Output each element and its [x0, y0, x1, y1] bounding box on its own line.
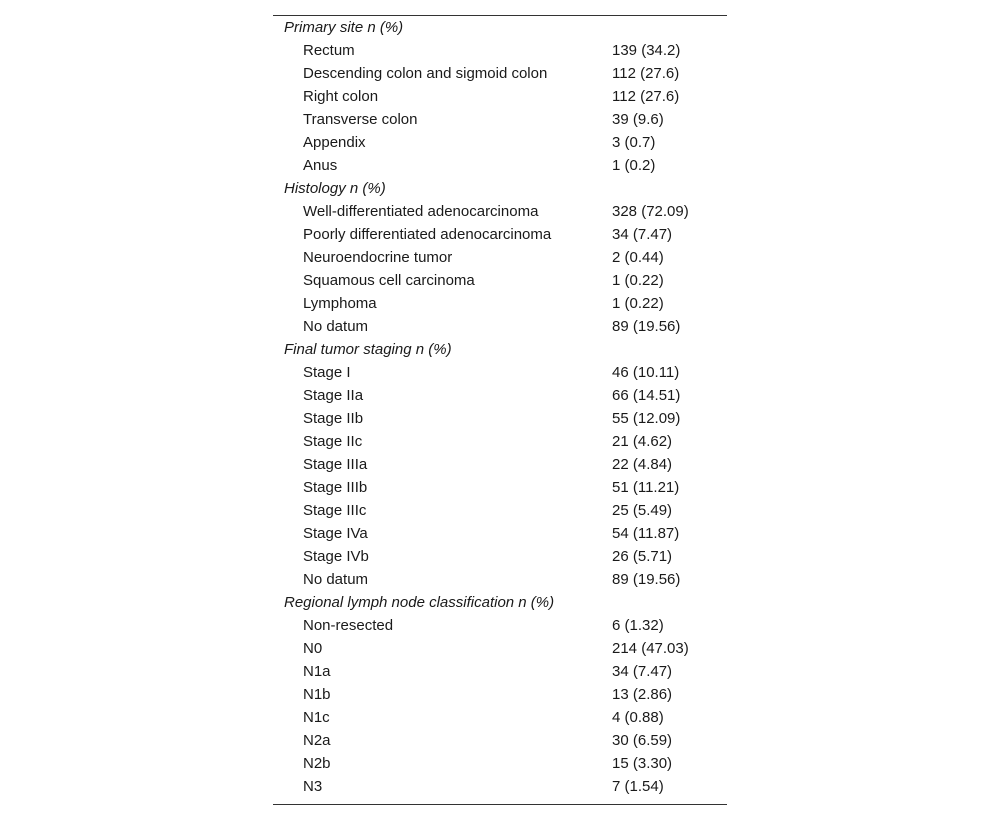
row-label: Stage IIb [303, 410, 364, 427]
table-row [273, 729, 727, 752]
row-label: Stage IIIc [303, 502, 367, 519]
row-value: 139 (34.2) [612, 42, 681, 59]
row-value: 328 (72.09) [612, 203, 689, 220]
section-header-row [273, 591, 727, 614]
row-label: Stage IIa [303, 387, 364, 404]
row-value: 89 (19.56) [612, 571, 681, 588]
row-value: 2 (0.44) [612, 249, 664, 266]
row-value: 34 (7.47) [612, 226, 673, 243]
row-label: Non-resected [303, 617, 394, 634]
section-title: Regional lymph node classification n (%) [284, 594, 555, 611]
section-header-row [273, 16, 727, 39]
row-label: Neuroendocrine tumor [303, 249, 453, 266]
row-label: Transverse colon [303, 111, 418, 128]
row-label: Stage IIc [303, 433, 363, 450]
row-value: 26 (5.71) [612, 548, 673, 565]
table-row [273, 430, 727, 453]
row-value: 6 (1.32) [612, 617, 664, 634]
row-value: 1 (0.22) [612, 272, 664, 289]
table-row [273, 476, 727, 499]
row-value: 51 (11.21) [612, 479, 680, 496]
row-value: 46 (10.11) [612, 364, 680, 381]
table-row [273, 246, 727, 269]
table-row [273, 154, 727, 177]
row-value: 54 (11.87) [612, 525, 680, 542]
row-value: 66 (14.51) [612, 387, 681, 404]
table-row [273, 706, 727, 729]
row-label: N1c [303, 709, 330, 726]
table-row [273, 315, 727, 338]
row-value: 214 (47.03) [612, 640, 689, 657]
table-row [273, 637, 727, 660]
row-value: 7 (1.54) [612, 778, 664, 795]
table-row [273, 131, 727, 154]
table-row [273, 384, 727, 407]
table-row [273, 499, 727, 522]
row-label: Poorly differentiated adenocarcinoma [303, 226, 552, 243]
row-label: Descending colon and sigmoid colon [303, 65, 548, 82]
table-row [273, 545, 727, 568]
table-row [273, 568, 727, 591]
table-row [273, 407, 727, 430]
row-value: 1 (0.2) [612, 157, 656, 174]
row-value: 15 (3.30) [612, 755, 673, 772]
row-value: 13 (2.86) [612, 686, 673, 703]
table-row [273, 39, 727, 62]
table-row [273, 292, 727, 315]
section-title: Primary site n (%) [284, 19, 404, 36]
row-label: No datum [303, 571, 369, 588]
table-row [273, 752, 727, 775]
section-header-row [273, 338, 727, 361]
table-row [273, 614, 727, 637]
section-title: Histology n (%) [284, 180, 386, 197]
row-label: N2b [303, 755, 331, 772]
row-value: 34 (7.47) [612, 663, 673, 680]
row-value: 112 (27.6) [612, 65, 680, 82]
table-row [273, 775, 727, 798]
table-row [273, 223, 727, 246]
section-header-row [273, 177, 727, 200]
row-value: 3 (0.7) [612, 134, 656, 151]
row-label: Stage IVa [303, 525, 368, 542]
row-label: Stage IIIa [303, 456, 368, 473]
row-label: Anus [303, 157, 338, 174]
table-row [273, 200, 727, 223]
row-label: Lymphoma [303, 295, 377, 312]
row-value: 22 (4.84) [612, 456, 673, 473]
table-row [273, 453, 727, 476]
row-value: 112 (27.6) [612, 88, 680, 105]
row-label: Stage I [303, 364, 351, 381]
row-label: N3 [303, 778, 323, 795]
table-row [273, 62, 727, 85]
table-row [273, 108, 727, 131]
row-value: 25 (5.49) [612, 502, 673, 519]
section-title: Final tumor staging n (%) [284, 341, 452, 358]
row-value: 39 (9.6) [612, 111, 664, 128]
table-row [273, 269, 727, 292]
row-label: N1a [303, 663, 331, 680]
row-label: Appendix [303, 134, 366, 151]
table-row [273, 522, 727, 545]
data-table-container [273, 15, 727, 805]
row-label: N1b [303, 686, 331, 703]
row-label: Well-differentiated adenocarcinoma [303, 203, 539, 220]
table-body [273, 16, 727, 798]
row-label: Stage IVb [303, 548, 369, 565]
row-value: 1 (0.22) [612, 295, 664, 312]
table-row [273, 660, 727, 683]
table-row [273, 85, 727, 108]
row-label: Right colon [303, 88, 379, 105]
row-value: 55 (12.09) [612, 410, 681, 427]
clinical-characteristics-table [273, 16, 727, 798]
row-value: 21 (4.62) [612, 433, 673, 450]
row-label: N0 [303, 640, 323, 657]
row-value: 30 (6.59) [612, 732, 673, 749]
row-label: N2a [303, 732, 331, 749]
table-row [273, 683, 727, 706]
row-label: Squamous cell carcinoma [303, 272, 475, 289]
row-label: No datum [303, 318, 369, 335]
row-value: 4 (0.88) [612, 709, 664, 726]
row-label: Stage IIIb [303, 479, 368, 496]
row-value: 89 (19.56) [612, 318, 681, 335]
row-label: Rectum [303, 42, 355, 59]
table-row [273, 361, 727, 384]
